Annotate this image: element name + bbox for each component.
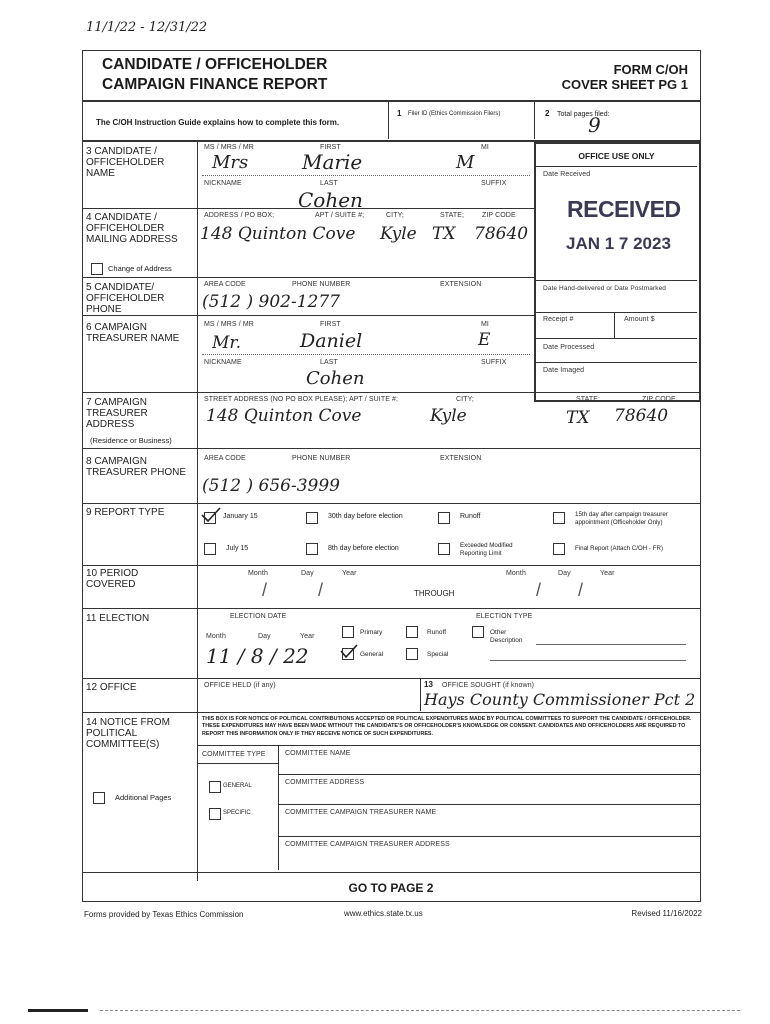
- date-hand-delivered-label: Date Hand-delivered or Date Postmarked: [543, 285, 667, 292]
- s3-last-value: Cohen: [298, 188, 363, 212]
- additional-pages-checkbox[interactable]: [93, 792, 105, 804]
- s4-address-label: ADDRESS / PO BOX;: [204, 212, 275, 219]
- day30-label: 30th day before election: [328, 513, 403, 520]
- notice-text: THIS BOX IS FOR NOTICE OF POLITICAL CONTRIBUTIONS ACCEPTED OR POLITICAL EXPENDITURES MADE BY POLITICAL COMMITTEES TO SUPPORT THE CANDIDATE / OFFICEHOLDER. THESE EXPENDITURES MAY HAVE BEEN MADE WITHOUT THE CANDIDATE'S OR OFFICEHOLDER'S KNOWLEDGE OR CONSENT. CANDIDATES AND OFFICEHOLDERS ARE REQUIRED TO REPORT THIS INFORMATION ONLY IF THEY RECEIVE NOTICE OF SUCH EXPENDITURES.: [202, 716, 692, 737]
- header-rule: [82, 100, 700, 102]
- runoff-report-label: Runoff: [460, 513, 481, 520]
- office-use-title: OFFICE USE ONLY: [578, 151, 655, 161]
- divider: [420, 679, 421, 711]
- s10-year-label: Year: [342, 570, 357, 577]
- committee-treasurer-label: COMMITTEE CAMPAIGN TREASURER NAME: [285, 809, 437, 816]
- s6-mi-value: E: [478, 330, 491, 350]
- general-committee-checkbox[interactable]: [209, 781, 221, 793]
- footer-revised: Revised 11/16/2022: [631, 909, 702, 918]
- s4-address-value: 148 Quinton Cove: [200, 224, 356, 244]
- s7-label: 7 CAMPAIGN TREASURER ADDRESS: [86, 397, 148, 430]
- runoff-label: Runoff: [427, 629, 447, 636]
- s11-year-label: Year: [300, 633, 315, 640]
- general-checkmark: [339, 643, 359, 659]
- s7-street-value: 148 Quinton Cove: [206, 406, 362, 426]
- s10-day-label: Day: [301, 570, 314, 577]
- general-label: General: [360, 651, 384, 658]
- s7-state-label: STATE;: [576, 396, 601, 403]
- s5-ext-label: EXTENSION: [440, 281, 482, 288]
- exceeded-checkbox[interactable]: [438, 543, 450, 555]
- row-rule: [278, 804, 700, 805]
- date-slash: /: [318, 580, 324, 600]
- filer-id-label: Filer ID (Ethics Commission Filers): [408, 111, 501, 117]
- other-label: Other Description: [490, 629, 523, 644]
- date-received-label: Date Received: [543, 171, 591, 178]
- office-rule: [536, 280, 697, 281]
- s3-suffix-label: SUFFIX: [481, 180, 507, 187]
- primary-label: Primary: [360, 629, 383, 636]
- additional-pages-label: Additional Pages: [115, 793, 172, 802]
- s6-suffix-label: SUFFIX: [481, 359, 507, 366]
- s5-phone-label: PHONE NUMBER: [292, 281, 351, 288]
- s3-first-value: Marie: [302, 150, 363, 174]
- other-checkbox[interactable]: [472, 626, 484, 638]
- s5-phone-value: (512 ) 902-1277: [202, 292, 340, 312]
- row-rule: [82, 277, 534, 278]
- row-rule: [82, 872, 700, 873]
- s10-year-label-2: Year: [600, 570, 615, 577]
- top-note: 11/1/22 - 12/31/22: [86, 20, 208, 35]
- day8-checkbox[interactable]: [306, 543, 318, 555]
- s4-state-label: STATE;: [440, 212, 465, 219]
- s10-day-label-2: Day: [558, 570, 571, 577]
- scan-artifact: [100, 1010, 740, 1011]
- date-imaged-label: Date Imaged: [543, 367, 585, 374]
- instruction-text: The C/OH Instruction Guide explains how to complete this form.: [96, 118, 340, 127]
- office-rule: [536, 338, 697, 339]
- s9-label: 9 REPORT TYPE: [86, 507, 165, 518]
- january-label: January 15: [223, 513, 258, 520]
- committee-treasurer-address-label: COMMITTEE CAMPAIGN TREASURER ADDRESS: [285, 841, 450, 848]
- row-rule: [82, 315, 534, 316]
- s8-ext-label: EXTENSION: [440, 455, 482, 462]
- s5-label: 5 CANDIDATE/ OFFICEHOLDER PHONE: [86, 282, 165, 315]
- total-pages-label: Total pages filed:: [557, 111, 610, 118]
- s7-zip-label: ZIP CODE: [642, 396, 676, 403]
- s4-city-label: CITY;: [386, 212, 404, 219]
- divider: [278, 746, 279, 870]
- s6-first-value: Daniel: [300, 330, 363, 352]
- july-checkbox[interactable]: [204, 543, 216, 555]
- s14-label: 14 NOTICE FROM POLITICAL COMMITTEE(S): [86, 717, 170, 750]
- exceeded-label: Exceeded Modified Reporting Limit: [460, 542, 513, 557]
- office-divider: [614, 313, 615, 338]
- s4-city-value: Kyle: [380, 224, 417, 244]
- office-rule: [536, 312, 697, 313]
- day8-label: 8th day before election: [328, 545, 399, 552]
- final-report-label: Final Report (Attach C/OH - FR): [575, 545, 664, 552]
- total-pages-value: 9: [588, 113, 601, 137]
- day15-checkbox[interactable]: [553, 512, 565, 524]
- change-of-address-checkbox[interactable]: [91, 263, 103, 275]
- other-underline: [490, 660, 686, 661]
- specific-committee-label: SPECIFIC: [223, 810, 251, 816]
- s4-label: 4 CANDIDATE / OFFICEHOLDER MAILING ADDRESS: [86, 212, 178, 245]
- runoff-checkbox[interactable]: [406, 626, 418, 638]
- date-processed-label: Date Processed: [543, 344, 595, 351]
- day15-label: 15th day after campaign treasurer appointment (Officeholder Only): [575, 511, 668, 526]
- s5-area-label: AREA CODE: [204, 281, 246, 288]
- s12-label: 12 OFFICE: [86, 682, 137, 693]
- s10-month-label: Month: [248, 570, 268, 577]
- received-stamp-date: JAN 1 7 2023: [566, 234, 671, 253]
- change-of-address-label: Change of Address: [108, 264, 172, 273]
- s6-first-label: FIRST: [320, 321, 341, 328]
- row-rule: [278, 774, 700, 775]
- date-slash: /: [262, 580, 268, 600]
- row-rule: [82, 712, 700, 713]
- s6-nickname-label: NICKNAME: [204, 359, 242, 366]
- s3-ms-value: Mrs: [212, 152, 249, 173]
- committee-type-label: COMMITTEE TYPE: [202, 751, 266, 758]
- row-rule: [198, 745, 700, 746]
- s6-last-value: Cohen: [306, 368, 365, 389]
- s3-ms-label: MS / MRS / MR: [204, 144, 254, 151]
- s4-state-value: TX: [432, 224, 456, 244]
- specific-committee-checkbox[interactable]: [209, 808, 221, 820]
- row-rule: [534, 392, 700, 393]
- dotted-rule: [202, 354, 530, 355]
- day30-checkbox[interactable]: [306, 512, 318, 524]
- s8-label: 8 CAMPAIGN TREASURER PHONE: [86, 456, 187, 478]
- s6-last-label: LAST: [320, 359, 338, 366]
- office-use-box: [534, 142, 701, 402]
- row-rule: [82, 503, 700, 504]
- s3-mi-label: MI: [481, 144, 489, 151]
- s3-first-label: FIRST: [320, 144, 341, 151]
- form-title-line2: CAMPAIGN FINANCE REPORT: [102, 76, 328, 93]
- s7-state-value: TX: [566, 408, 590, 428]
- s6-ms-value: Mr.: [212, 333, 242, 353]
- s4-apt-label: APT / SUITE #;: [315, 212, 365, 219]
- row-rule: [82, 565, 700, 566]
- office-rule: [536, 166, 697, 167]
- scan-artifact: [28, 1009, 88, 1012]
- field2-number: 2: [545, 109, 550, 118]
- office-held-label: OFFICE HELD (if any): [204, 682, 276, 689]
- s6-label: 6 CAMPAIGN TREASURER NAME: [86, 322, 180, 344]
- received-stamp: RECEIVED: [567, 196, 681, 222]
- s7-street-label: STREET ADDRESS (NO PO BOX PLEASE); APT / SUITE #;: [204, 396, 399, 403]
- s11-month-label: Month: [206, 633, 226, 640]
- s10-label: 10 PERIOD COVERED: [86, 568, 139, 590]
- committee-name-label: COMMITTEE NAME: [285, 750, 351, 757]
- election-type-label: ELECTION TYPE: [476, 613, 533, 620]
- through-label: THROUGH: [414, 589, 455, 598]
- s3-last-label: LAST: [320, 180, 338, 187]
- s11-day-label: Day: [258, 633, 271, 640]
- form-page: COVER SHEET PG 1: [561, 77, 688, 92]
- footer-url: www.ethics.state.tx.us: [344, 909, 423, 918]
- row-rule: [82, 678, 700, 679]
- dotted-rule: [202, 175, 530, 176]
- s13-number: 13: [424, 680, 433, 689]
- row-rule: [82, 208, 534, 209]
- divider: [388, 101, 389, 139]
- general-committee-label: GENERAL: [223, 783, 252, 789]
- runoff-report-checkbox[interactable]: [438, 512, 450, 524]
- s11-label: 11 ELECTION: [86, 613, 150, 624]
- footer-provided: Forms provided by Texas Ethics Commission: [84, 910, 244, 919]
- election-date-label: ELECTION DATE: [230, 613, 287, 620]
- s4-zip-label: ZIP CODE: [482, 212, 516, 219]
- s7-city-label: CITY;: [456, 396, 474, 403]
- row-rule: [82, 392, 534, 393]
- s7-city-value: Kyle: [430, 406, 467, 426]
- receipt-label: Receipt #: [543, 316, 574, 323]
- s8-phone-value: (512 ) 656-3999: [202, 476, 340, 496]
- field1-number: 1: [397, 109, 402, 118]
- january-checkmark: [200, 506, 222, 524]
- date-slash: /: [536, 580, 542, 600]
- election-date-value: 11 / 8 / 22: [206, 644, 309, 668]
- form-title-line1: CANDIDATE / OFFICEHOLDER: [102, 56, 328, 73]
- row-rule: [198, 763, 278, 764]
- s7-zip-value: 78640: [614, 406, 669, 426]
- s3-nickname-label: NICKNAME: [204, 180, 242, 187]
- office-sought-value: Hays County Commissioner Pct 2: [424, 690, 696, 709]
- final-report-checkbox[interactable]: [553, 543, 565, 555]
- go-to-page-2: GO TO PAGE 2: [348, 881, 434, 895]
- s4-zip-value: 78640: [474, 224, 529, 244]
- s6-mi-label: MI: [481, 321, 489, 328]
- divider: [534, 101, 535, 139]
- s3-label: 3 CANDIDATE / OFFICEHOLDER NAME: [86, 146, 165, 179]
- july-label: July 15: [226, 545, 249, 552]
- label-column-divider: [197, 141, 198, 881]
- s8-phone-label: PHONE NUMBER: [292, 455, 351, 462]
- other-underline: [536, 644, 686, 645]
- office-sought-label: OFFICE SOUGHT (if known): [442, 682, 535, 689]
- date-slash: /: [578, 580, 584, 600]
- primary-checkbox[interactable]: [342, 626, 354, 638]
- s7-sub-label: (Residence or Business): [90, 436, 172, 445]
- s6-ms-label: MS / MRS / MR: [204, 321, 254, 328]
- office-rule: [536, 362, 697, 363]
- committee-address-label: COMMITTEE ADDRESS: [285, 779, 365, 786]
- s10-month-label-2: Month: [506, 570, 526, 577]
- s8-area-label: AREA CODE: [204, 455, 246, 462]
- special-checkbox[interactable]: [406, 648, 418, 660]
- row-rule: [278, 836, 700, 837]
- row-rule: [82, 608, 700, 609]
- row-rule: [82, 448, 700, 449]
- special-label: Special: [427, 651, 449, 658]
- form-id: FORM C/OH: [613, 62, 688, 77]
- amount-label: Amount $: [624, 316, 655, 323]
- s3-mi-value: M: [456, 152, 475, 173]
